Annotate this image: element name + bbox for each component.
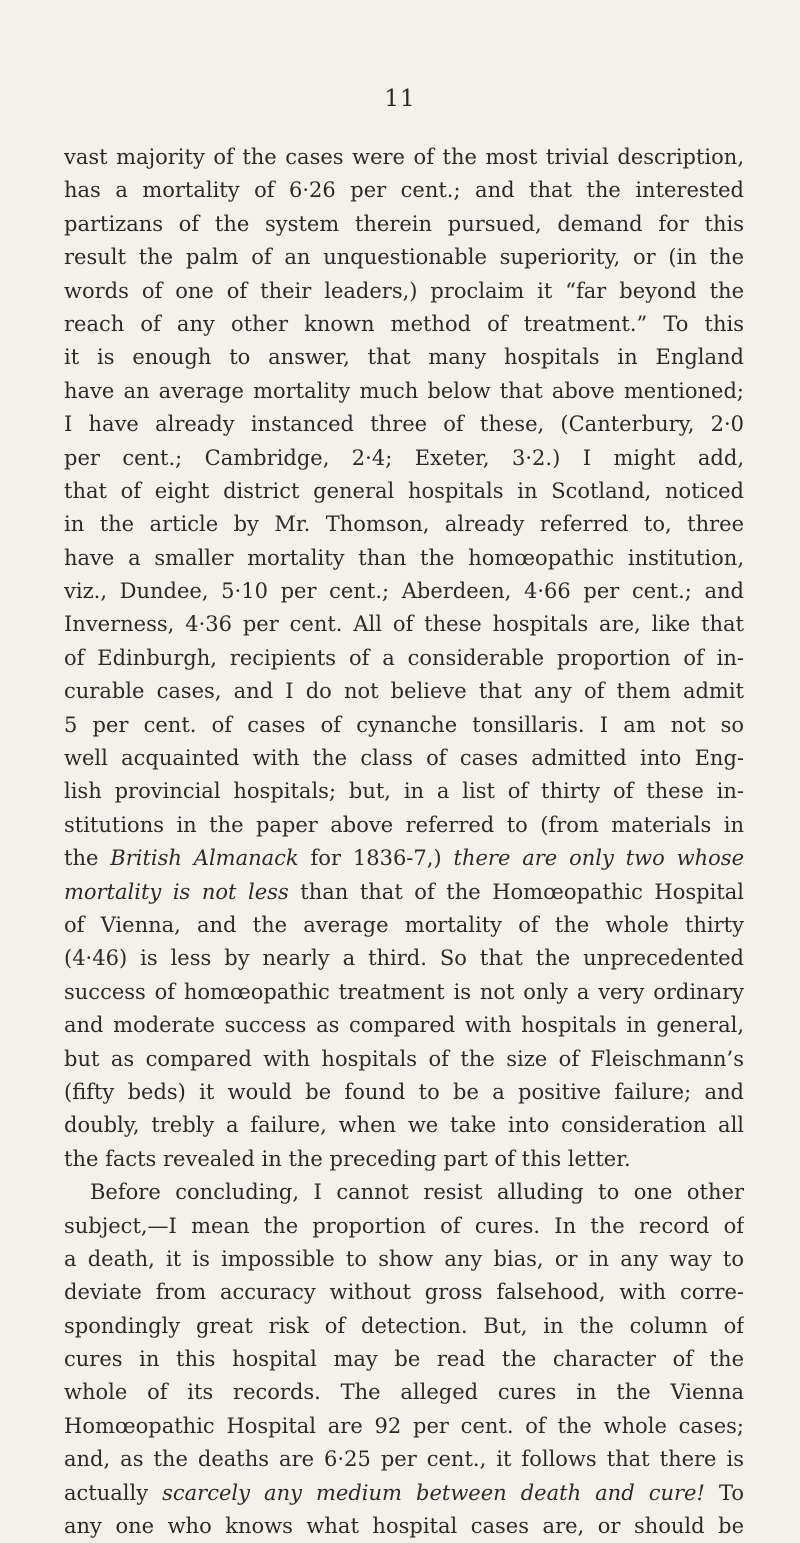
text-line: [64, 1143, 744, 1176]
text-line: [64, 241, 744, 274]
text-line: [64, 1443, 744, 1476]
text-line: [64, 775, 744, 808]
text-line: [64, 542, 744, 575]
text-line: [64, 976, 744, 1009]
text-span: has a mortality of 6·26 per cent.; and that the interested: [64, 178, 744, 203]
text-span: curable cases, and I do not believe that any of them admit: [64, 679, 744, 704]
text-line: [64, 275, 744, 308]
text-span: a death, it is impossible to show any bias, or in any way to: [64, 1246, 744, 1271]
text-span: in the article by Mr. Thomson, already referred to, three: [64, 512, 744, 537]
text-span: it is enough to answer, that many hospitals in England: [64, 345, 744, 370]
text-span: (fifty beds) it would be found to be a positive failure; and: [64, 1079, 744, 1104]
text-span: viz., Dundee, 5·10 per cent.; Aberdeen, 4·66 per cent.; and: [64, 579, 744, 604]
text-span: Inverness, 4·36 per cent. All of these hospitals are, like that: [64, 612, 744, 637]
text-line: [64, 1310, 744, 1343]
text-span: have an average mortality much below that above mentioned;: [64, 378, 744, 403]
text-line: [64, 1176, 744, 1209]
text-span: of Edinburgh, recipients of a considerable proportion of in-: [64, 645, 744, 670]
text-span: per cent.; Cambridge, 2·4; Exeter, 3·2.) I might add,: [64, 445, 744, 470]
text-line: [64, 642, 744, 675]
text-line: [64, 608, 744, 641]
text-line: [64, 1510, 744, 1543]
text-line: [64, 1009, 744, 1042]
text-span: than that of the Homœopathic Hospital: [288, 879, 744, 904]
text-span: I have already instanced three of these, (Canterbury, 2·0: [64, 412, 744, 437]
text-span: and moderate success as compared with hospitals in general,: [64, 1013, 744, 1038]
text-line: [64, 1477, 744, 1510]
text-span: vast majority of the cases were of the most trivial description,: [64, 145, 744, 169]
italic-text: mortality is not less: [64, 879, 289, 904]
text-line: [64, 942, 744, 975]
text-span: whole of its records. The alleged cures in the Vienna: [64, 1380, 744, 1405]
italic-text: British Almanack: [110, 846, 299, 871]
text-span: and, as the deaths are 6·25 per cent., it follows that there is: [64, 1447, 744, 1472]
text-span: subject,—I mean the proportion of cures. In the record of: [64, 1213, 744, 1238]
text-line: [64, 308, 744, 341]
text-line: [64, 1376, 744, 1409]
text-span: 5 per cent. of cases of cynanche tonsillaris. I am not so: [64, 712, 744, 737]
text-line: [64, 709, 744, 742]
text-line: [64, 508, 744, 541]
text-span: spondingly great risk of detection. But, in the column of: [64, 1313, 744, 1338]
text-line: [64, 1410, 744, 1443]
text-span: have a smaller mortality than the homœopathic institution,: [64, 545, 744, 570]
text-span: cures in this hospital may be read the character of the: [64, 1347, 744, 1372]
text-span: the: [64, 846, 111, 871]
text-span: the facts revealed in the preceding part of this letter.: [64, 1146, 631, 1171]
text-span: deviate from accuracy without gross falsehood, with corre-: [64, 1280, 744, 1305]
text-line: [64, 809, 744, 842]
text-span: doubly, trebly a failure, when we take into consideration all: [64, 1113, 744, 1138]
text-line: [64, 842, 744, 875]
body-text: [64, 141, 744, 1543]
text-span: result the palm of an unquestionable superiority, or (in the: [64, 245, 744, 270]
text-line: [64, 876, 744, 909]
text-span: of Vienna, and the average mortality of the whole thirty: [64, 912, 744, 937]
italic-text: there are only two whose: [453, 846, 744, 871]
text-line: [64, 1276, 744, 1309]
text-line: [64, 1243, 744, 1276]
text-line: [64, 375, 744, 408]
text-span: stitutions in the paper above referred to (from materials in: [64, 812, 744, 837]
text-span: To: [704, 1480, 744, 1505]
text-span: reach of any other known method of treatment.” To this: [64, 311, 744, 336]
text-line: [64, 174, 744, 207]
text-span: partizans of the system therein pursued, demand for this: [64, 211, 744, 236]
text-span: Before concluding, I cannot resist alluding to one other: [90, 1180, 744, 1205]
text-line: [64, 141, 744, 174]
text-line: [64, 341, 744, 374]
text-line: [64, 1043, 744, 1076]
text-span: success of homœopathic treatment is not only a very ordinary: [64, 979, 744, 1004]
text-span: any one who knows what hospital cases are, or should be: [64, 1514, 744, 1539]
italic-text: scarcely any medium between death and cure!: [162, 1480, 705, 1505]
text-span: Homœopathic Hospital are 92 per cent. of the whole cases;: [64, 1413, 744, 1438]
text-line: [64, 909, 744, 942]
text-line: [64, 675, 744, 708]
text-line: [64, 742, 744, 775]
text-line: [64, 1343, 744, 1376]
text-span: for 1836-7,): [298, 846, 454, 871]
text-line: [64, 208, 744, 241]
text-line: [64, 575, 744, 608]
text-line: [64, 475, 744, 508]
text-span: lish provincial hospitals; but, in a list of thirty of these in-: [64, 779, 744, 804]
text-line: [64, 1076, 744, 1109]
text-line: [64, 1109, 744, 1142]
text-span: actually: [64, 1480, 163, 1505]
page-number: 11: [384, 86, 416, 112]
text-span: words of one of their leaders,) proclaim it “far beyond the: [64, 278, 744, 303]
text-span: (4·46) is less by nearly a third. So that the unprecedented: [64, 946, 744, 971]
text-line: [64, 1210, 744, 1243]
text-span: but as compared with hospitals of the size of Fleischmann’s: [64, 1046, 744, 1071]
text-span: well acquainted with the class of cases admitted into Eng-: [64, 746, 744, 771]
text-line: [64, 442, 744, 475]
text-span: that of eight district general hospitals in Scotland, noticed: [64, 478, 744, 503]
text-line: [64, 408, 744, 441]
